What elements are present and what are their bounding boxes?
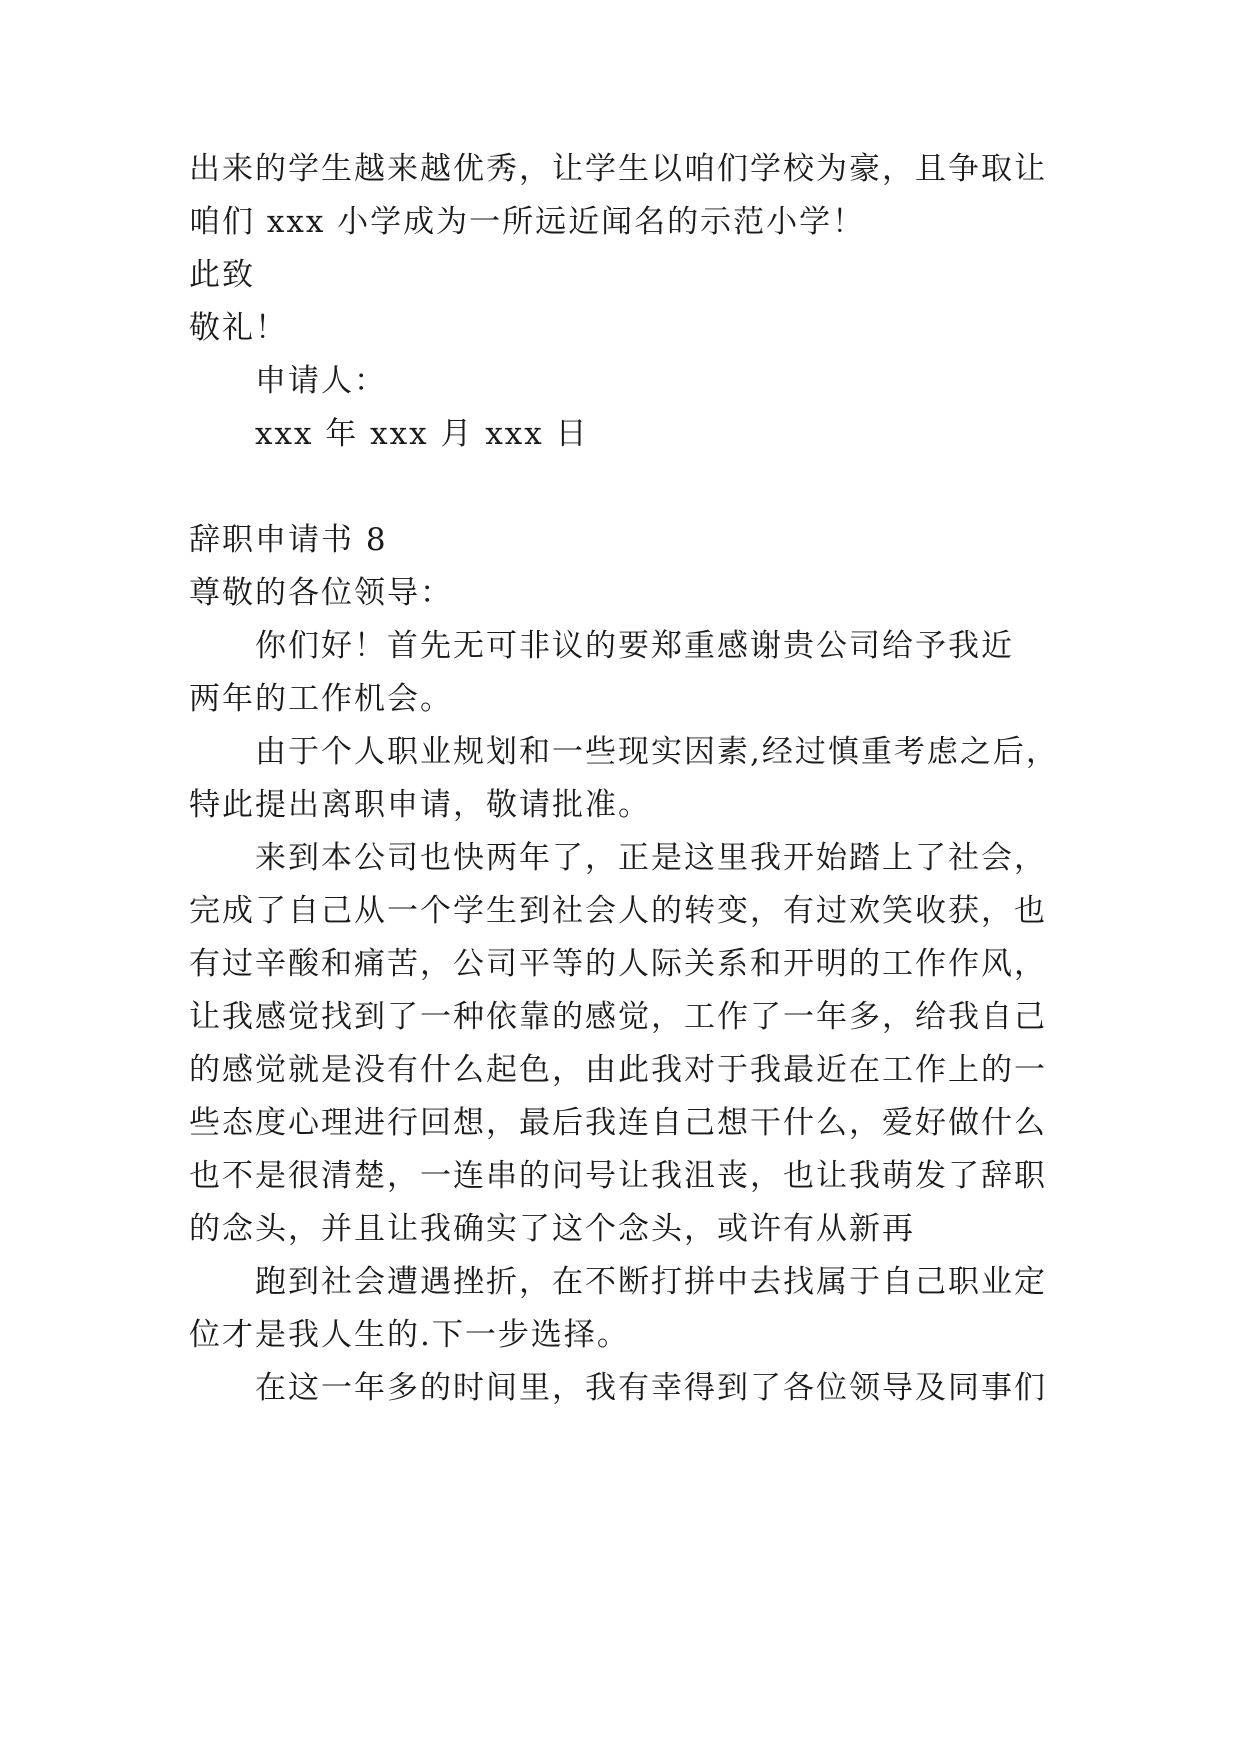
paragraph-line: 些态度心理进行回想，最后我连自己想干什么，爱好做什么 [189,1105,1047,1141]
paragraph-line: 由于个人职业规划和一些现实因素,经过慎重考虑之后， [255,734,1059,770]
letter-title: 辞职申请书 8 [189,522,388,558]
paragraph-line: 两年的工作机会。 [189,681,453,717]
paragraph-line: 位才是我人生的.下一步选择。 [189,1317,630,1353]
text-line: 咱们 xxx 小学成为一所远近闻名的示范小学！ [189,204,866,240]
paragraph-line: 的念头，并且让我确实了这个念头，或许有从新再 [189,1211,915,1247]
closing-cizhi: 此致 [189,257,255,293]
paragraph-line: 让我感觉找到了一种依靠的感觉，工作了一年多，给我自己 [189,999,1047,1035]
closing-jingli: 敬礼！ [189,310,288,346]
paragraph-line: 在这一年多的时间里，我有幸得到了各位领导及同事们 [255,1370,1047,1406]
signature-date: xxx 年 xxx 月 xxx 日 [255,416,589,452]
salutation: 尊敬的各位领导： [189,575,453,611]
paragraph-line: 也不是很清楚，一连串的问号让我沮丧，也让我萌发了辞职 [189,1158,1047,1194]
paragraph-line: 有过辛酸和痛苦，公司平等的人际关系和开明的工作作风， [189,946,1047,982]
paragraph-line: 完成了自己从一个学生到社会人的转变，有过欢笑收获，也 [189,893,1047,929]
paragraph-line: 来到本公司也快两年了，正是这里我开始踏上了社会， [255,840,1047,876]
signature-label: 申请人： [255,363,387,399]
paragraph-line: 特此提出离职申请，敬请批准。 [189,787,651,823]
paragraph-line: 的感觉就是没有什么起色，由此我对于我最近在工作上的一 [189,1052,1047,1088]
text-line: 出来的学生越来越优秀，让学生以咱们学校为豪，且争取让 [189,151,1047,187]
paragraph-line: 跑到社会遭遇挫折，在不断打拼中去找属于自己职业定 [255,1264,1047,1300]
paragraph-line: 你们好！首先无可非议的要郑重感谢贵公司给予我近 [255,628,1014,664]
